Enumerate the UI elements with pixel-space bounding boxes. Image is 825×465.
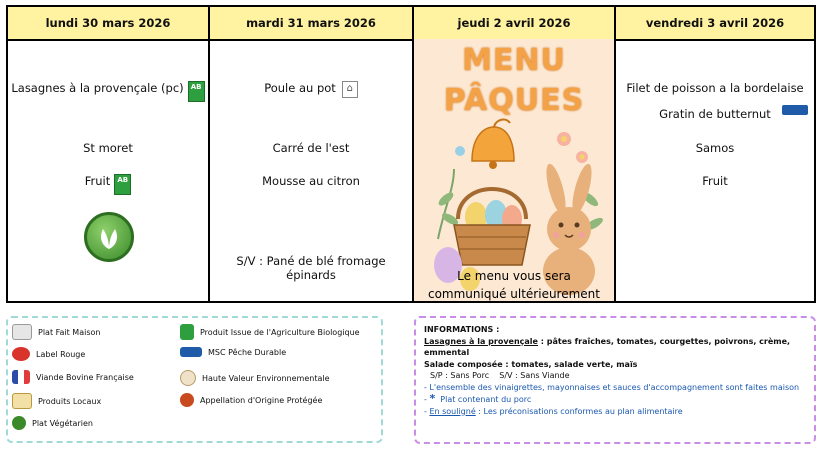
day-header: vendredi 3 avril 2026 (616, 7, 814, 41)
label-rouge-icon (12, 347, 30, 361)
star-icon: * (429, 392, 436, 405)
legend-label: Plat Fait Maison (38, 327, 101, 337)
menu-table (6, 5, 816, 303)
day-header: lundi 30 mars 2026 (8, 7, 208, 41)
dish-dessert: Fruit (702, 174, 728, 188)
day-column-thursday (412, 7, 614, 301)
hve-icon (180, 370, 196, 386)
dish-cheese: St moret (83, 141, 133, 155)
legend-item (12, 370, 134, 384)
organic-ab-icon: AB (114, 174, 131, 195)
legend-item (12, 347, 85, 361)
dish-label: Poule au pot (264, 81, 336, 95)
legend-label: Label Rouge (36, 349, 86, 359)
aop-icon (180, 393, 194, 407)
legend-item (180, 393, 322, 407)
vbf-icon (12, 370, 30, 384)
msc-icon (180, 347, 202, 357)
info-lasagnes: Lasagnes à la provençale : pâtes fraîches, tomates, courgettes, poivrons, crème, emmental (424, 336, 791, 357)
day-column-friday (614, 7, 814, 301)
legend-item (12, 324, 100, 340)
legend-label: Produits Locaux (38, 396, 102, 406)
easter-illustration (414, 39, 612, 301)
legend-label: MSC Pêche Durable (208, 347, 287, 357)
legend-item (12, 393, 101, 409)
dish-main (8, 81, 208, 102)
dish-side: Gratin de butternut (659, 107, 771, 121)
vegetarian-icon (84, 212, 134, 262)
info-salade: Salade composée : tomates, salade verte, maïs (424, 359, 638, 369)
day-column-tuesday (208, 7, 412, 301)
vegetarian-icon (12, 416, 26, 430)
dish-label: Fruit (84, 174, 111, 188)
homemade-icon: ⌂ (342, 81, 358, 98)
easter-title-line1: MENU (462, 43, 566, 78)
dish-label: Lasagnes à la provençale (pc) (11, 81, 184, 95)
info-title: INFORMATIONS : (424, 325, 500, 334)
easter-note: Le menu vous sera communiqué ultérieurement (427, 269, 600, 301)
dish-alternative: S/V : Pané de blé fromage épinards (236, 254, 386, 282)
easter-title-line2: PÂQUES (443, 83, 585, 118)
legend-item (180, 347, 286, 357)
info-line-vinaigrettes: - L'ensemble des vinaigrettes, mayonnaises et sauces d'accompagnement sont faites maison (424, 382, 800, 392)
dish-cheese: Carré de l'est (272, 141, 350, 155)
legend-label: Produit Issue de l'Agriculture Biologique (200, 327, 360, 337)
day-header: jeudi 2 avril 2026 (414, 7, 614, 41)
legend-label: Viande Bovine Française (36, 372, 134, 382)
day-column-monday (8, 7, 208, 301)
easter-menu-poster (414, 39, 614, 301)
dish-dessert (8, 174, 208, 195)
house-icon (12, 324, 32, 340)
legend-label: Haute Valeur Environnementale (202, 373, 330, 383)
dish-dessert: Mousse au citron (262, 174, 360, 188)
ab-icon (180, 324, 194, 340)
info-line-porc: - * Plat contenant du porc (424, 392, 532, 405)
legend-item (180, 370, 330, 386)
dish-main: Filet de poisson a la bordelaise (626, 81, 804, 95)
local-icon (12, 393, 32, 409)
info-line-souligne: - En souligné : Les préconisations conformes au plan alimentaire (424, 406, 683, 416)
dish-main (210, 81, 412, 98)
legend-box (6, 316, 383, 443)
legend-label: Plat Végétarien (32, 418, 93, 428)
legend-item (180, 324, 360, 340)
day-header: mardi 31 mars 2026 (210, 7, 412, 41)
information-box (414, 316, 816, 444)
info-abbreviations: S/P : Sans Porc S/V : Sans Viande (430, 371, 570, 380)
dish-cheese: Samos (695, 141, 735, 155)
legend-label: Appellation d'Origine Protégée (200, 395, 323, 405)
organic-ab-icon: AB (188, 81, 205, 102)
legend-item (12, 416, 93, 430)
